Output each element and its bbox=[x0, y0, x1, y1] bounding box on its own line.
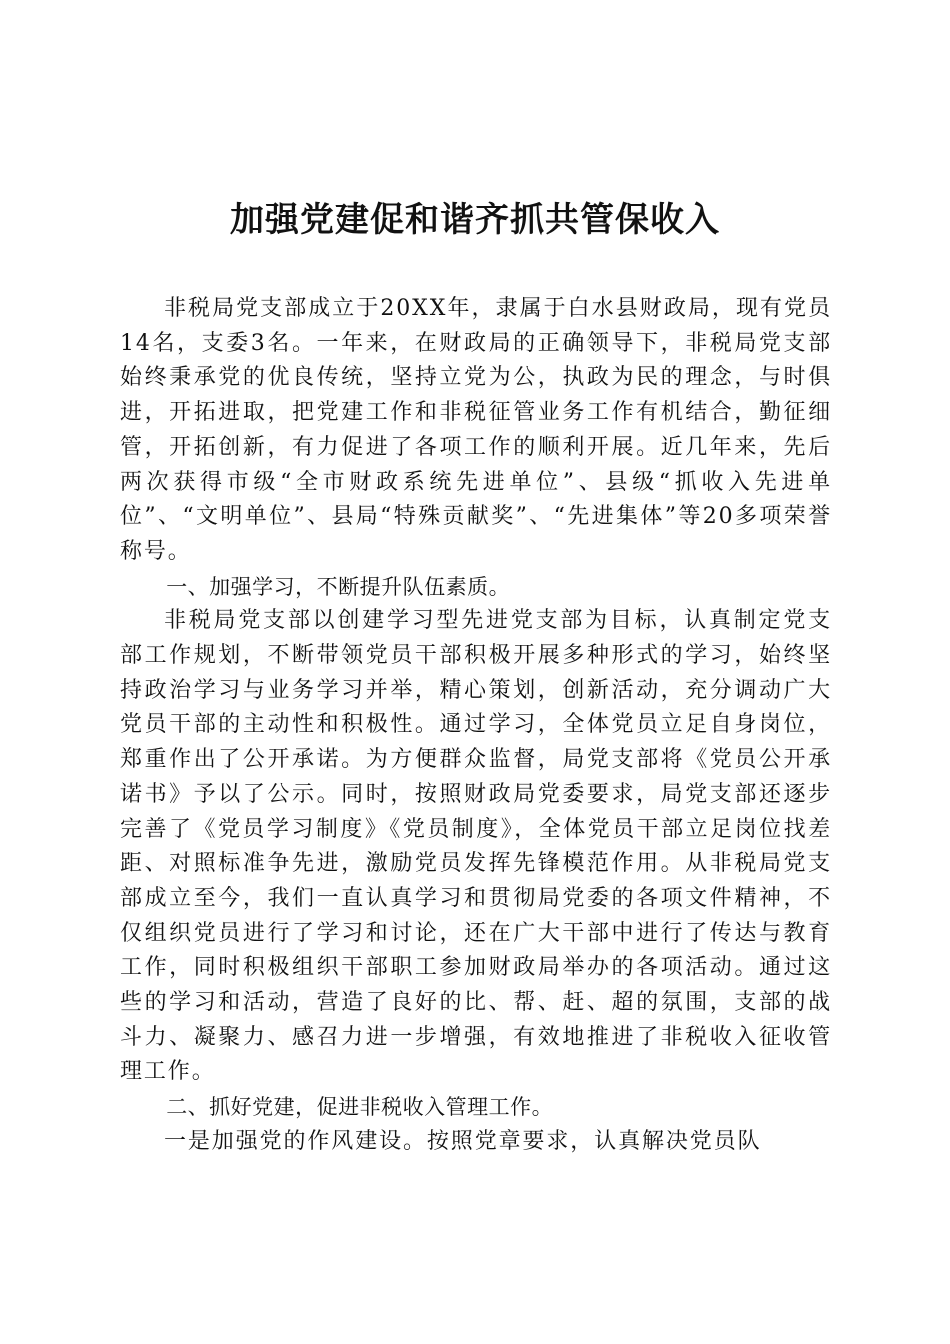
document-body bbox=[120, 292, 832, 1160]
section-1-paragraph: 非税局党支部以创建学习型先进党支部为目标，认真制定党支部工作规划，不断带领党员干部积极开展多种形式的学习，始终坚持政治学习与业务学习并举，精心策划，创新活动，充分调动广大党员干部的主动性和积极性。通过学习，全体党员立足自身岗位，郑重作出了公开承诺。为方便群众监督，局党支部将《党员公开承诺书》予以了公示。同时，按照财政局党委要求，局党支部还逐步完善了《党员学习制度》《党员制度》，全体党员干部立足岗位找差距、对照标准争先进，激励党员发挥先锋模范作用。从非税局党支部成立至今，我们一直认真学习和贯彻局党委的各项文件精神，不仅组织党员进行了学习和讨论，还在广大干部中进行了传达与教育工作，同时积极组织干部职工参加财政局举办的各项活动。通过这些的学习和活动，营造了良好的比、帮、赶、超的氛围，支部的战斗力、凝聚力、感召力进一步增强，有效地推进了非税收入征收管理工作。 bbox=[120, 608, 832, 1085]
section-heading-2: 二、抓好党建，促进非税收入管理工作。 bbox=[166, 1095, 554, 1120]
document-title: 加强党建促和谐齐抓共管保收入 bbox=[230, 200, 720, 240]
intro-paragraph: 非税局党支部成立于20XX年，隶属于白水县财政局，现有党员14名，支委3名。一年来，在财政局的正确领导下，非税局党支部始终秉承党的优良传统，坚持立党为公，执政为民的理念，与时俱进，开拓进取，把党建工作和非税征管业务工作有机结合，勤征细管，开拓创新，有力促进了各项工作的顺利开展。近几年来，先后两次获得市级“全市财政系统先进单位”、县级“抓收入先进单位”、“文明单位”、县局“特殊贡献奖”、“先进集体”等20多项荣誉称号。 bbox=[120, 296, 832, 564]
section-2-paragraph: 一是加强党的作风建设。按照党章要求，认真解决党员队 bbox=[164, 1128, 762, 1154]
section-heading-1: 一、加强学习，不断提升队伍素质。 bbox=[166, 574, 511, 599]
